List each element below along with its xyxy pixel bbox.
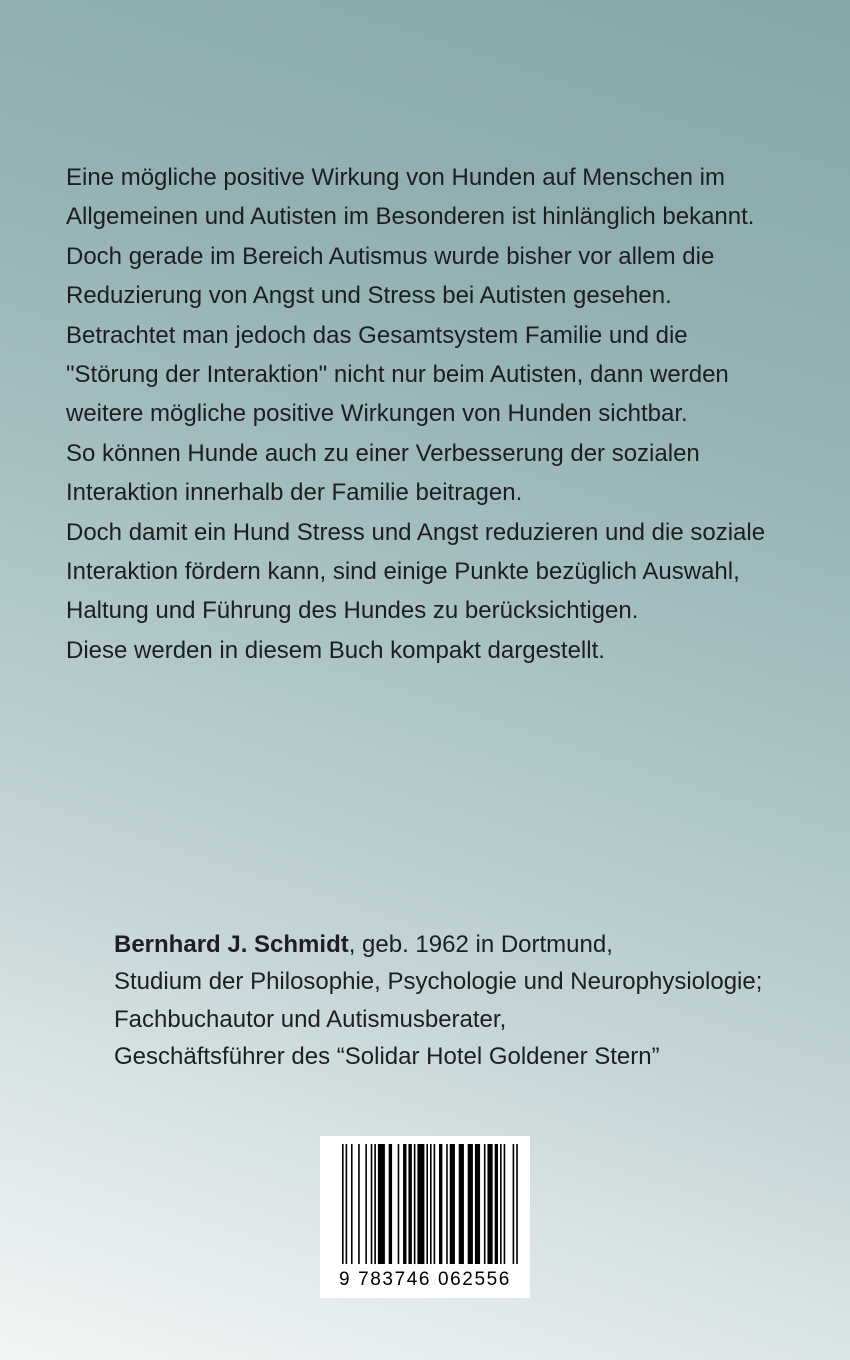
- barcode-bar: [398, 1144, 400, 1264]
- isbn-barcode: [320, 1136, 530, 1298]
- barcode-bar: [342, 1144, 344, 1264]
- barcode-bar: [495, 1144, 498, 1264]
- author-name: Bernhard J. Schmidt: [114, 931, 349, 958]
- barcode-bar: [426, 1144, 428, 1264]
- blurb-paragraph: Diese werden in diesem Buch kompakt dargestellt.: [66, 636, 605, 664]
- barcode-bar: [450, 1144, 455, 1264]
- barcode-bar: [378, 1144, 385, 1264]
- barcode-bar: [417, 1144, 424, 1264]
- blurb-paragraph: Eine mögliche positive Wirkung von Hunden auf Menschen im Allgemeinen und Autisten im Besonderen ist hinlänglich bekannt.: [66, 164, 755, 231]
- barcode-bar: [475, 1144, 480, 1264]
- author-position: Geschäftsführer des “Solidar Hotel Goldener Stern”: [114, 1043, 660, 1071]
- barcode-bar: [513, 1144, 515, 1264]
- barcode-bar: [468, 1144, 473, 1264]
- author-role: Fachbuchautor und Autismusberater,: [114, 1005, 507, 1033]
- barcode-bar: [446, 1144, 448, 1264]
- blurb-paragraph: Betrachtet man jedoch das Gesamtsystem Familie und die "Störung der Interaktion" nicht nur beim Autisten, dann werden weitere mögliche positive Wirkungen von Hunden sichtbar.: [66, 321, 729, 428]
- blurb-paragraph: So können Hunde auch zu einer Verbesserung der sozialen Interaktion innerhalb der Familie beitragen.: [66, 439, 700, 507]
- barcode-bar: [408, 1144, 411, 1264]
- barcode-bar: [487, 1144, 492, 1264]
- barcode-bar: [351, 1144, 353, 1264]
- barcode-bar: [365, 1144, 367, 1264]
- barcode-bar: [516, 1144, 518, 1264]
- barcode-bar: [439, 1144, 442, 1264]
- barcode-bar: [414, 1144, 416, 1264]
- author-bio: [114, 926, 814, 1076]
- blurb-paragraph: Doch damit ein Hund Stress und Angst reduzieren und die soziale Interaktion fördern kann, sind einige Punkte bezüglich Auswahl, Haltung und Führung des Hundes zu berücksichtigen.: [66, 518, 766, 625]
- isbn-number: 9 783746 062556: [339, 1269, 511, 1290]
- barcode-bar: [358, 1144, 360, 1264]
- barcode-bar: [430, 1144, 432, 1264]
- barcode-bar: [346, 1144, 348, 1264]
- barcode-bar: [371, 1144, 373, 1264]
- back-cover-blurb: [66, 158, 786, 670]
- barcode-bar: [484, 1144, 486, 1264]
- barcode-bar: [459, 1144, 464, 1264]
- blurb-paragraph: Doch gerade im Bereich Autismus wurde bisher vor allem die Reduzierung von Angst und Stress bei Autisten gesehen.: [66, 242, 715, 310]
- barcode-bar: [403, 1144, 406, 1264]
- author-bio-line-1: [114, 926, 814, 963]
- author-studies: Studium der Philosophie, Psychologie und Neurophysiologie;: [114, 968, 763, 996]
- barcode-bar: [504, 1144, 506, 1264]
- barcode-bar: [389, 1144, 392, 1264]
- barcode-bar: [434, 1144, 436, 1264]
- barcode-bar: [500, 1144, 502, 1264]
- author-birth: , geb. 1962 in Dortmund,: [348, 931, 613, 958]
- barcode-bar: [374, 1144, 376, 1264]
